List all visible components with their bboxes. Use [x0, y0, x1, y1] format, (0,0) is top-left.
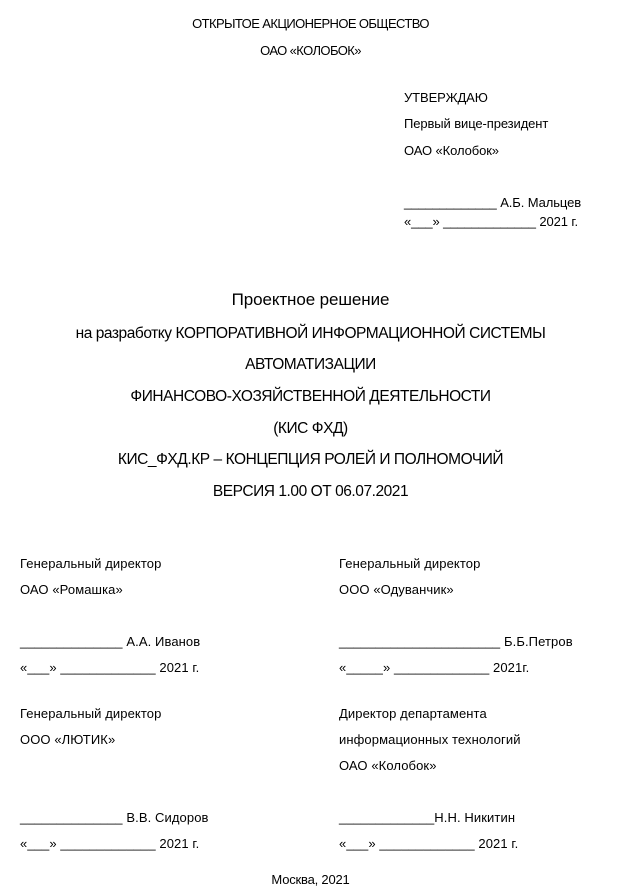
- title-line-4: (КИС ФХД): [273, 420, 348, 437]
- signatory-signature-line: _____________Н.Н. Никитин: [339, 810, 516, 825]
- signatory-signature-line: ______________________ Б.Б.Петров: [339, 634, 573, 649]
- signatory-company: ООО «ЛЮТИК»: [20, 732, 116, 747]
- signatory-date-line: «___» _____________ 2021 г.: [20, 660, 200, 675]
- signatory-position: Директор департамента: [339, 706, 487, 721]
- title-line-5: КИС_ФХД.КР – КОНЦЕПЦИЯ РОЛЕЙ И ПОЛНОМОЧИЙ: [117, 451, 504, 468]
- approver-date-line: «___» _____________ 2021 г.: [404, 214, 578, 229]
- document-type: Проектное решение: [231, 290, 390, 309]
- signatory-date-line: «_____» _____________ 2021г.: [339, 660, 530, 675]
- approver-signature-line: _____________ А.Б. Мальцев: [404, 195, 582, 210]
- signatory-position: Генеральный директор: [20, 556, 162, 571]
- signatory-date-line: «___» _____________ 2021 г.: [20, 836, 200, 851]
- approver-position: Первый вице-президент: [404, 116, 549, 131]
- title-line-1: на разработку КОРПОРАТИВНОЙ ИНФОРМАЦИОННОЙ СИСТЕМЫ: [75, 325, 546, 342]
- city-year: Москва, 2021: [271, 872, 350, 887]
- approve-label: УТВЕРЖДАЮ: [404, 90, 488, 105]
- signatory-company: ОАО «Колобок»: [339, 758, 437, 773]
- organization-name: ОАО «КОЛОБОК»: [260, 43, 361, 58]
- signatory-signature-line: ______________ А.А. Иванов: [20, 634, 201, 649]
- approver-company: ОАО «Колобок»: [404, 143, 499, 158]
- signatory-date-line: «___» _____________ 2021 г.: [339, 836, 519, 851]
- signatory-position-line-2: информационных технологий: [339, 732, 521, 747]
- title-line-3: ФИНАНСОВО-ХОЗЯЙСТВЕННОЙ ДЕЯТЕЛЬНОСТИ: [130, 388, 491, 405]
- signatory-company: ООО «Одуванчик»: [339, 582, 454, 597]
- title-line-6: ВЕРСИЯ 1.00 ОТ 06.07.2021: [212, 483, 409, 500]
- organization-type: ОТКРЫТОЕ АКЦИОНЕРНОЕ ОБЩЕСТВО: [192, 16, 429, 31]
- signatory-position: Генеральный директор: [339, 556, 481, 571]
- signatory-signature-line: ______________ В.В. Сидоров: [20, 810, 209, 825]
- title-line-2: АВТОМАТИЗАЦИИ: [245, 356, 376, 373]
- signatory-position: Генеральный директор: [20, 706, 162, 721]
- signatory-company: ОАО «Ромашка»: [20, 582, 123, 597]
